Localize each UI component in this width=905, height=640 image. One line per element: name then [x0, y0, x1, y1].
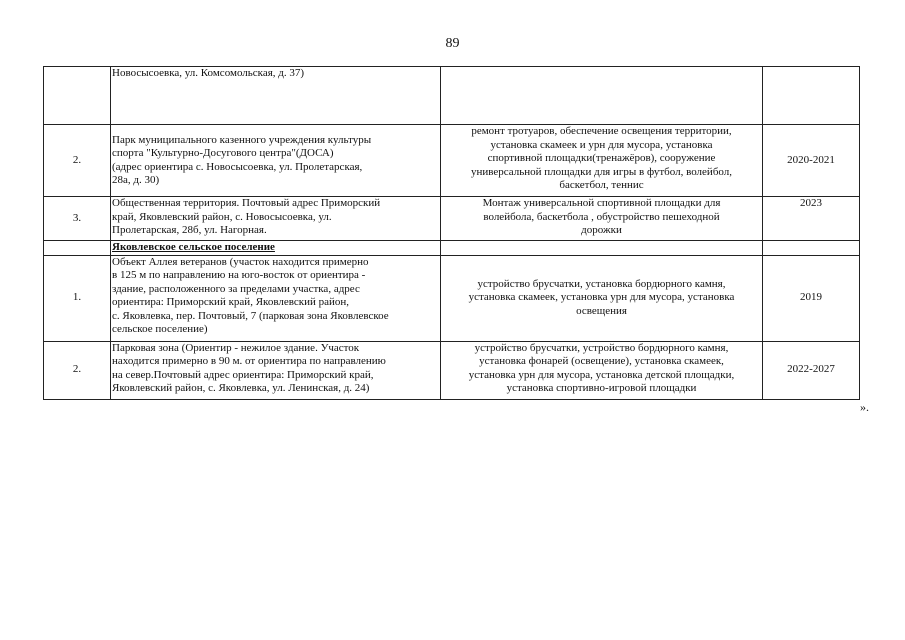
work-text: Монтаж универсальной спортивной площадки для волейбола, баскетбола , обустройство пешеходной дорожки [482, 197, 721, 236]
section-title: Яковлевское сельское поселение [111, 241, 441, 256]
table-row [44, 125, 860, 197]
object-text: Новосысоевка, ул. Комсомольская, д. 37) [112, 67, 305, 79]
object-text: Общественная территория. Почтовый адрес Приморский край, Яковлевский район, с. Новосысоевка, ул. Пролетарская, 28б, ул. Нагорная. [112, 197, 381, 236]
object-text: Парковая зона (Ориентир - нежилое здание. Участок находится примерно в 90 м. от ориентира по направлению на север.Почтовый адрес ориентира: Приморский край, Яковлевский район, с. Яковлевка, ул. Ленинская, д. 24) [112, 341, 386, 394]
row-number-cell: 2. [44, 125, 111, 197]
table-row [44, 255, 860, 341]
page-number: 89 [445, 36, 460, 51]
closing-quote: ». [860, 400, 869, 414]
object-cell [111, 125, 441, 197]
section-empty-cell [44, 241, 111, 256]
section-empty-cell [763, 241, 860, 256]
work-cell [441, 67, 763, 125]
section-row [44, 241, 860, 256]
row-number-cell [44, 67, 111, 125]
object-cell [111, 255, 441, 341]
row-number-cell: 2. [44, 341, 111, 399]
period-cell: 2019 [763, 255, 860, 341]
work-cell [441, 341, 763, 399]
period-cell: 2022-2027 [763, 341, 860, 399]
row-number-cell: 3. [44, 197, 111, 241]
object-cell [111, 67, 441, 125]
period-cell [763, 67, 860, 125]
period-cell: 2023 [763, 197, 860, 241]
object-cell [111, 341, 441, 399]
work-text: ремонт тротуаров, обеспечение освещения территории, установка скамеек и урн для мусора, установка спортивной площадки(тренажёров), сооружение универсальной площадки для игры в футбол, волейбол, баскетбол, теннис [470, 125, 733, 191]
period-cell: 2020-2021 [763, 125, 860, 197]
table-row [44, 341, 860, 399]
work-cell [441, 255, 763, 341]
object-cell [111, 197, 441, 241]
work-text: устройство брусчатки, установка бордюрного камня, установка скамеек, установка урн для мусора, установка освещения [468, 277, 735, 317]
row-number-cell: 1. [44, 255, 111, 341]
work-text: устройство брусчатки, устройство бордюрного камня, установка фонарей (освещение), установка скамеек, установка урн для мусора, установка детской площадки, установка спортивно-игровой площадки [468, 341, 735, 394]
object-text: Парк муниципального казенного учреждения культуры спорта "Культурно-Досугового центра"(ДОСА) (адрес ориентира с. Новосысоевка, ул. Пролетарская, 28а, д. 30) [112, 133, 372, 186]
object-text: Объект Аллея ветеранов (участок находится примерно в 125 м по направлению на юго-восток от ориентира - здание, расположенного за пределами участка, адрес ориентира: Приморский край, Яковлевский район, с. Яковлевка, пер. Почтовый, 7 (парковая зона Яковлевское сельское поселение) [112, 255, 389, 335]
table-row [44, 197, 860, 241]
improvement-table [43, 66, 860, 400]
table-row [44, 67, 860, 125]
work-cell [441, 197, 763, 241]
section-empty-cell [441, 241, 763, 256]
work-cell [441, 125, 763, 197]
